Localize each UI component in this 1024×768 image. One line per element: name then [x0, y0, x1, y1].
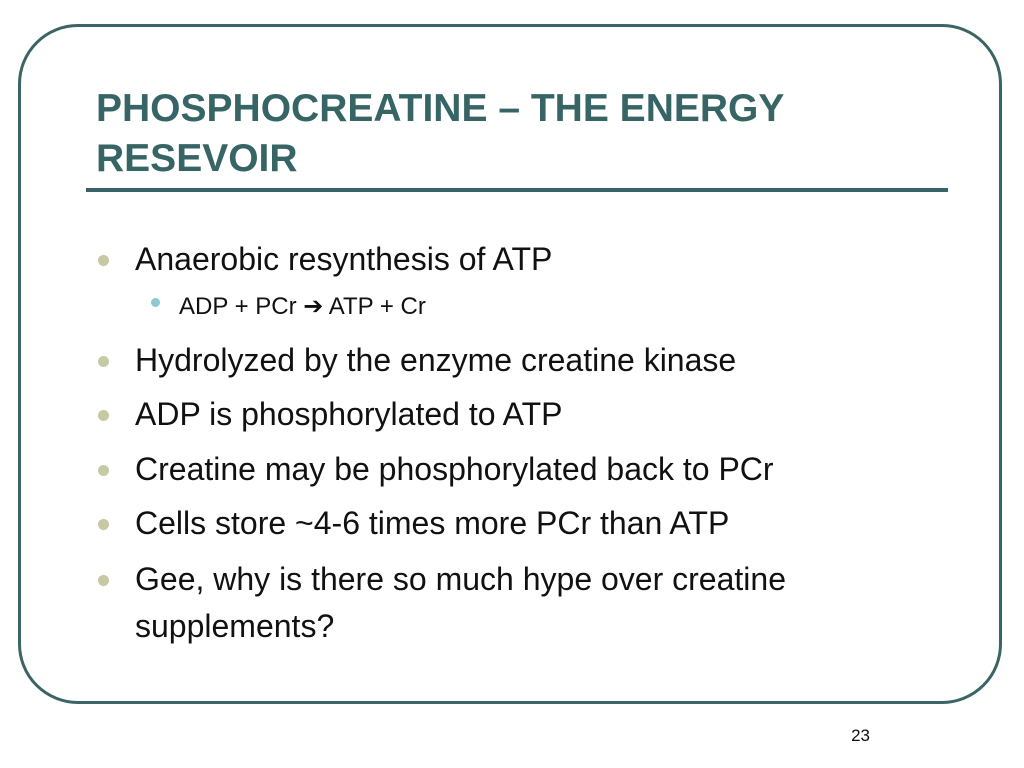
- bullet-text: Cells store ~4-6 times more PCr than ATP: [135, 505, 730, 541]
- bullet-dot-icon: [98, 410, 109, 421]
- bullet-text-continuation: supplements?: [135, 608, 335, 644]
- bullet-text: Creatine may be phosphorylated back to PCr: [135, 451, 774, 487]
- bullet-dot-icon: [98, 255, 109, 266]
- bullet-dot-icon: [98, 519, 109, 530]
- page-number: 23: [851, 726, 870, 745]
- title-line-2: RESEVOIR: [96, 137, 298, 180]
- bullet-dot-icon: [98, 465, 109, 476]
- sub-bullet-dot-icon: [151, 298, 160, 307]
- slide-title: [96, 84, 936, 184]
- bullet-text: Hydrolyzed by the enzyme creatine kinase: [135, 342, 737, 378]
- sub-bullet-text: ADP + PCr ➔ ATP + Cr: [179, 293, 426, 320]
- title-line-1: PHOSPHOCREATINE – THE ENERGY: [96, 87, 785, 130]
- bullet-dot-icon: [98, 356, 109, 367]
- bullet-text: ADP is phosphorylated to ATP: [135, 396, 563, 432]
- bullet-text: Gee, why is there so much hype over creatine: [135, 561, 786, 597]
- title-divider: [86, 188, 948, 192]
- bullet-dot-icon: [98, 575, 109, 586]
- bullet-text: Anaerobic resynthesis of ATP: [135, 241, 553, 277]
